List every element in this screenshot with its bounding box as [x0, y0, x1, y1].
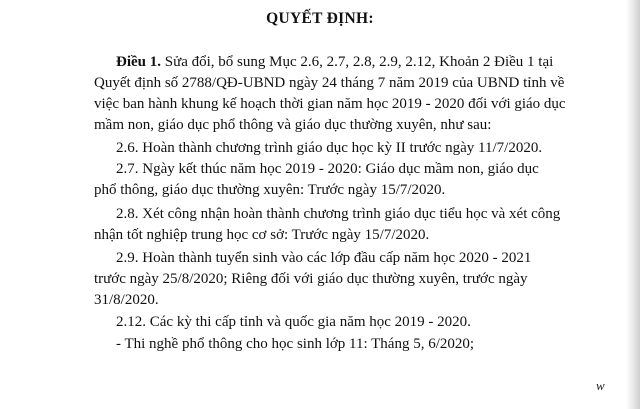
item-2-12-line: 2.12. Các kỳ thi cấp tỉnh và quốc gia năm học 2019 - 2020.	[116, 314, 471, 330]
margin-mark: w	[596, 378, 605, 393]
article-line: mầm non, giáo dục phổ thông và giáo dục thường xuyên, như sau:	[94, 117, 492, 133]
item-exam-line: - Thi nghề phổ thông cho học sinh lớp 11: Tháng 5, 6/2020;	[116, 336, 475, 352]
scan-edge-shadow	[626, 0, 640, 409]
article-line: việc ban hành khung kế hoạch thời gian năm học 2019 - 2020 đối với giáo dục	[94, 96, 566, 112]
item-2-7-line: phổ thông, giáo dục thường xuyên: Trước ngày 15/7/2020.	[94, 182, 446, 198]
item-2-9-line: trước ngày 25/8/2020; Riêng đối với giáo dục thường xuyên, trước ngày	[94, 271, 528, 287]
item-2-8-line: 2.8. Xét công nhận hoàn thành chương trình giáo dục tiểu học và xét công	[116, 206, 561, 222]
article-line: Sửa đổi, bổ sung Mục 2.6, 2.7, 2.8, 2.9, 2.12, Khoản 2 Điều 1 tại	[161, 54, 554, 70]
item-2-9-line: 2.9. Hoàn thành tuyển sinh vào các lớp đầu cấp năm học 2020 - 2021	[116, 250, 532, 266]
article-label: Điều 1.	[116, 54, 161, 70]
item-2-7-line: 2.7. Ngày kết thúc năm học 2019 - 2020: Giáo dục mầm non, giáo dục	[116, 161, 539, 177]
item-2-8-line: nhận tốt nghiệp trung học cơ sở: Trước ngày 15/7/2020.	[94, 227, 430, 243]
article-first-line	[116, 53, 553, 71]
item-2-9-line: 31/8/2020.	[94, 292, 159, 308]
document-title: QUYẾT ĐỊNH:	[266, 10, 374, 27]
item-2-6-line: 2.6. Hoàn thành chương trình giáo dục học kỳ II trước ngày 11/7/2020.	[116, 140, 543, 156]
article-line: Quyết định số 2788/QĐ-UBND ngày 24 tháng 7 năm 2019 của UBND tỉnh về	[94, 75, 565, 91]
